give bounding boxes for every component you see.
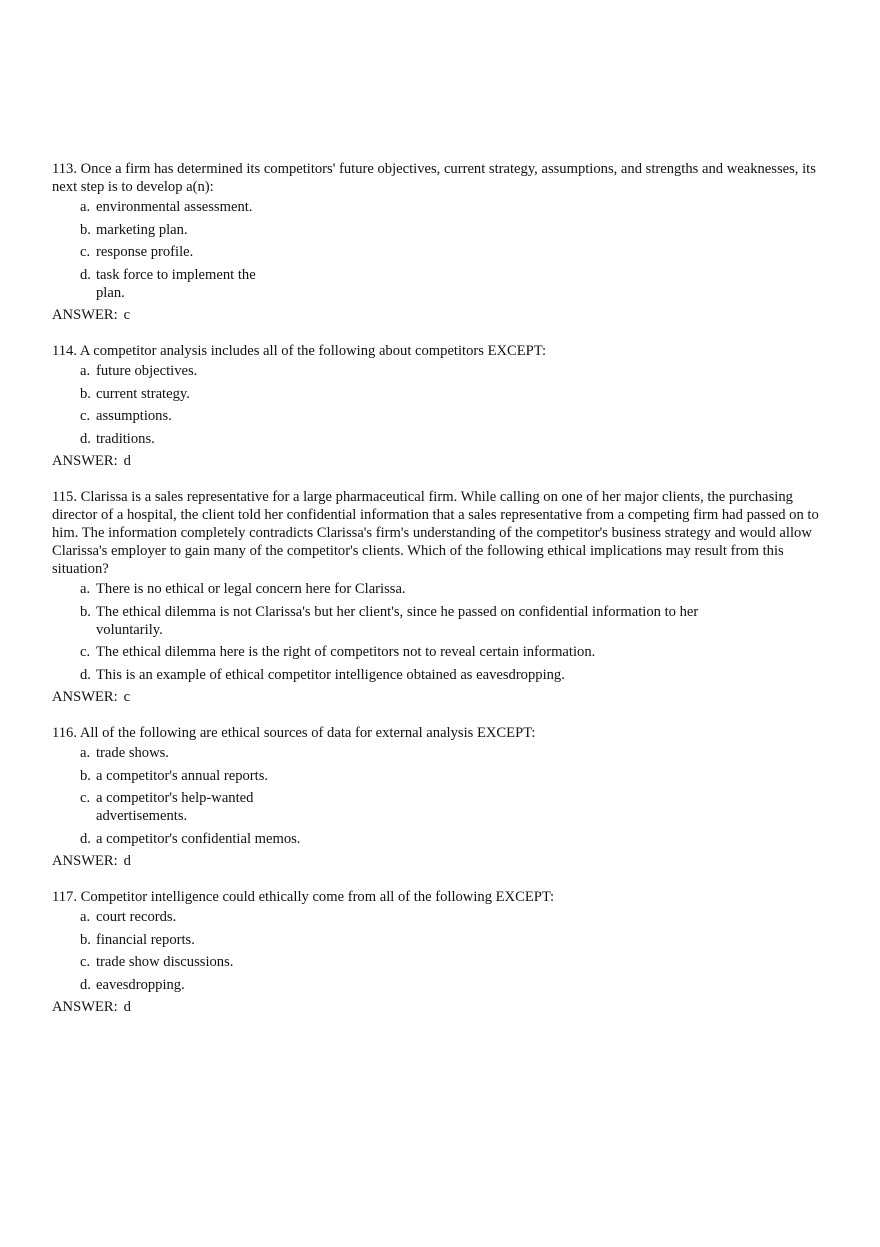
option-text: task force to implement the plan. xyxy=(96,266,256,301)
option-letter: c. xyxy=(80,644,91,660)
option-list xyxy=(52,198,822,302)
option-text: assumptions. xyxy=(96,408,172,424)
option-d xyxy=(80,430,822,448)
question-stem: 115. Clarissa is a sales representative for a large pharmaceutical firm. While calling on one of her major clients, the purchasing director of a hospital, the client told her confidential information that a sales representative from a competing firm had passed on to him. The information completely contradicts Clarissa's firm's understanding of the competitor's business strategy and would allow Clarissa's employer to gain many of the competitor's clients. Which of the following ethical implications may result from this situation? xyxy=(52,489,819,577)
option-text: trade shows. xyxy=(96,745,169,761)
option-c xyxy=(80,643,822,661)
option-list xyxy=(52,362,822,448)
answer-line xyxy=(52,452,822,470)
option-text: future objectives. xyxy=(96,363,198,379)
answer-label: ANSWER: xyxy=(52,307,118,323)
answer-label: ANSWER: xyxy=(52,453,118,469)
option-b xyxy=(80,385,822,403)
answer-value: c xyxy=(123,689,131,705)
option-letter: c. xyxy=(80,408,91,424)
option-d xyxy=(80,830,822,848)
answer-label: ANSWER: xyxy=(52,999,118,1015)
option-list xyxy=(52,580,822,684)
option-letter: a. xyxy=(80,745,91,761)
option-letter: a. xyxy=(80,581,91,597)
option-letter: b. xyxy=(80,221,91,238)
question-115 xyxy=(52,488,822,706)
option-letter: b. xyxy=(80,603,91,620)
answer-value: d xyxy=(123,999,131,1015)
option-c xyxy=(80,953,822,971)
option-text: trade show discussions. xyxy=(96,954,234,970)
question-stem: 113. Once a firm has determined its competitors' future objectives, current strategy, assumptions, and strengths and weaknesses, its next step is to develop a(n): xyxy=(52,161,816,195)
option-b xyxy=(80,767,822,785)
option-list xyxy=(52,908,822,994)
question-stem: 114. A competitor analysis includes all of the following about competitors EXCEPT: xyxy=(52,343,547,359)
option-c xyxy=(80,407,822,425)
option-d xyxy=(80,976,822,994)
option-letter: b. xyxy=(80,385,91,402)
option-text: This is an example of ethical competitor intelligence obtained as eavesdropping. xyxy=(96,666,565,683)
option-b xyxy=(80,603,822,639)
question-113 xyxy=(52,160,822,324)
question-page xyxy=(52,160,822,1034)
option-b xyxy=(80,931,822,949)
option-letter: a. xyxy=(80,909,91,925)
option-text: a competitor's help-wanted advertisements. xyxy=(96,790,254,824)
option-a xyxy=(80,908,822,926)
option-letter: c. xyxy=(80,244,91,260)
answer-line xyxy=(52,306,822,324)
question-116 xyxy=(52,724,822,870)
answer-value: d xyxy=(123,453,131,469)
option-text: response profile. xyxy=(96,244,194,260)
option-text: current strategy. xyxy=(96,385,190,402)
option-text: traditions. xyxy=(96,430,155,447)
option-list xyxy=(52,744,822,848)
option-d xyxy=(80,266,822,302)
option-b xyxy=(80,221,822,239)
answer-line xyxy=(52,688,822,706)
option-letter: c. xyxy=(80,954,91,970)
option-text: environmental assessment. xyxy=(96,199,253,215)
option-a xyxy=(80,744,822,762)
option-text: eavesdropping. xyxy=(96,976,185,993)
question-stem: 116. All of the following are ethical sources of data for external analysis EXCEPT: xyxy=(52,725,536,741)
option-letter: d. xyxy=(80,830,91,847)
option-letter: b. xyxy=(80,931,91,948)
option-c xyxy=(80,243,822,261)
option-letter: d. xyxy=(80,976,91,993)
option-text: financial reports. xyxy=(96,931,195,948)
option-letter: d. xyxy=(80,266,91,283)
option-a xyxy=(80,362,822,380)
option-a xyxy=(80,198,822,216)
option-d xyxy=(80,666,822,684)
answer-value: c xyxy=(123,307,131,323)
option-text: a competitor's annual reports. xyxy=(96,767,269,784)
option-text: marketing plan. xyxy=(96,221,188,238)
option-letter: a. xyxy=(80,363,91,379)
answer-line xyxy=(52,852,822,870)
option-text: a competitor's confidential memos. xyxy=(96,830,301,847)
question-114 xyxy=(52,342,822,470)
answer-value: d xyxy=(123,853,131,869)
option-text: court records. xyxy=(96,909,177,925)
option-letter: b. xyxy=(80,767,91,784)
question-117 xyxy=(52,888,822,1016)
option-letter: a. xyxy=(80,199,91,215)
option-letter: c. xyxy=(80,790,91,806)
option-text: The ethical dilemma here is the right of competitors not to reveal certain information. xyxy=(96,644,596,660)
option-text: The ethical dilemma is not Clarissa's but her client's, since he passed on confidential information to her voluntarily. xyxy=(96,603,699,638)
option-letter: d. xyxy=(80,666,91,683)
option-letter: d. xyxy=(80,430,91,447)
option-a xyxy=(80,580,822,598)
option-c xyxy=(80,789,822,825)
option-text: There is no ethical or legal concern here for Clarissa. xyxy=(96,581,406,597)
question-stem: 117. Competitor intelligence could ethically come from all of the following EXCEPT: xyxy=(52,889,555,905)
answer-label: ANSWER: xyxy=(52,853,118,869)
answer-line xyxy=(52,998,822,1016)
answer-label: ANSWER: xyxy=(52,689,118,705)
